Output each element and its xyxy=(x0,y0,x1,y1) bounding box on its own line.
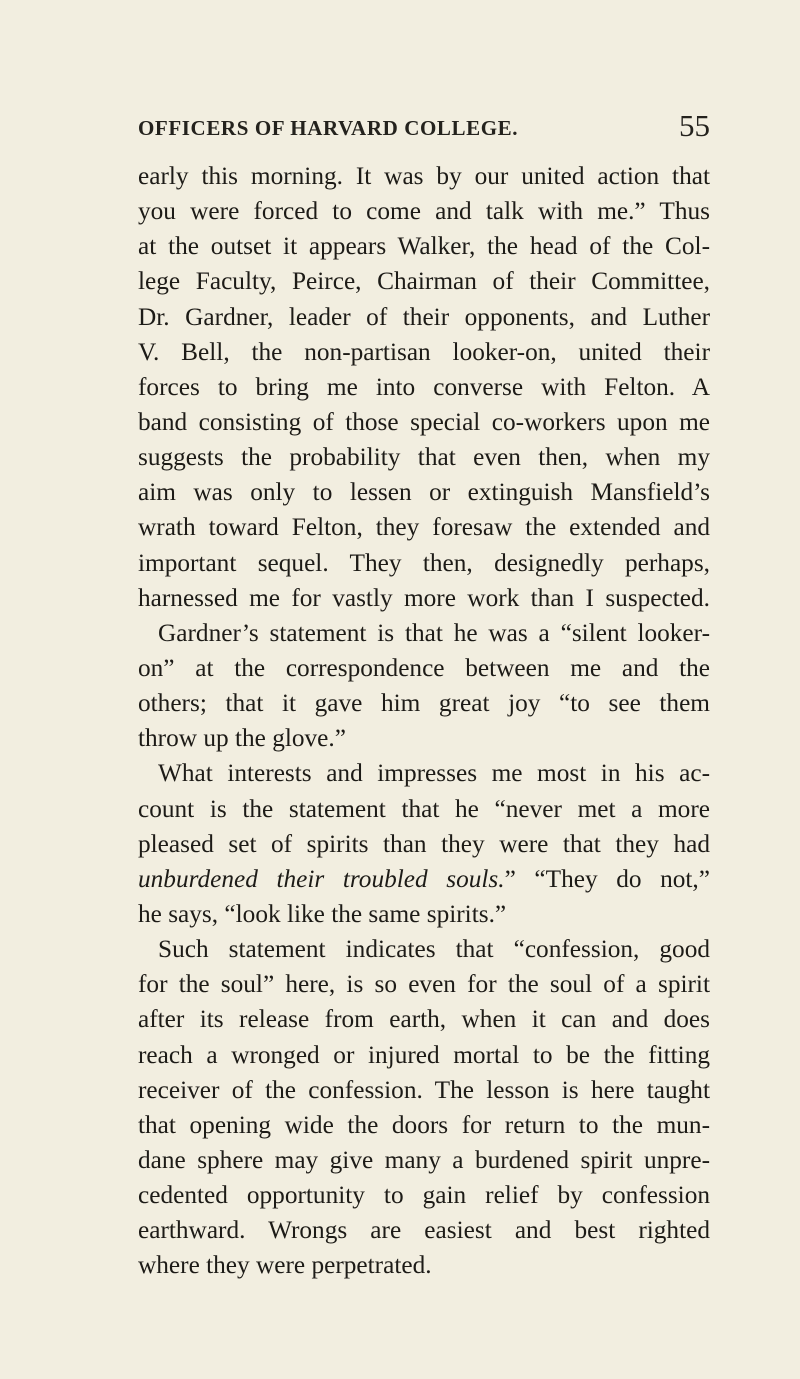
text-line: on” at the correspondence between me and the xyxy=(138,653,710,682)
text-line: wrath toward Felton, they foresaw the extended and xyxy=(138,513,710,542)
text-line: forces to bring me into converse with Felton. A xyxy=(138,372,710,401)
text-line: early this morning. It was by our united action that xyxy=(138,162,710,190)
text-line: harnessed me for vastly more work than I suspected. xyxy=(138,583,710,612)
text-line: aim was only to lessen or extinguish Mansfield’s xyxy=(138,478,710,507)
body-text xyxy=(138,159,710,1284)
paragraph-start-line: What interests and impresses me most in his ac- xyxy=(158,759,710,788)
text-line: others; that it gave him great joy “to see them xyxy=(138,689,710,718)
paragraph-end-line: where they were perpetrated. xyxy=(138,1251,432,1280)
text-line: important sequel. They then, designedly perhaps, xyxy=(138,548,710,577)
running-title: OFFICERS OF HARVARD COLLEGE. xyxy=(138,116,519,140)
paragraph-end-line: throw up the glove.” xyxy=(138,724,346,753)
paragraph-end-line: he says, “look like the same spirits.” xyxy=(138,899,507,928)
text-line: count is the statement that he “never met a more xyxy=(138,794,710,823)
line-remainder: ” “They do not,” xyxy=(504,864,710,893)
text-line: dane sphere may give many a burdened spirit unpre- xyxy=(138,1145,710,1174)
text-line: that opening wide the doors for return to the mun- xyxy=(138,1110,710,1139)
text-line: receiver of the confession. The lesson is here taught xyxy=(138,1075,710,1104)
text-line: suggests the probability that even then, when my xyxy=(138,443,710,472)
text-line: cedented opportunity to gain relief by confession xyxy=(138,1181,710,1210)
text-line: lege Faculty, Peirce, Chairman of their Committee, xyxy=(138,267,710,296)
text-line: Dr. Gardner, leader of their opponents, and Luther xyxy=(138,302,710,331)
running-head xyxy=(138,108,710,148)
text-line: band consisting of those special co-workers upon me xyxy=(138,407,710,436)
text-line: after its release from earth, when it can and does xyxy=(138,1005,710,1034)
text-line: at the outset it appears Walker, the head of the Col- xyxy=(138,232,710,261)
paragraph-start-line: Gardner’s statement is that he was a “silent looker- xyxy=(158,618,710,647)
paragraph-start-line: Such statement indicates that “confession, good xyxy=(158,935,710,964)
text-line: pleased set of spirits than they were that they had xyxy=(138,829,710,858)
text-line-with-italic xyxy=(138,862,710,897)
page-number: 55 xyxy=(679,108,710,143)
text-line: reach a wronged or injured mortal to be the fitting xyxy=(138,1040,710,1069)
italic-phrase: unburdened their troubled souls. xyxy=(138,864,505,893)
text-line: earthward. Wrongs are easiest and best righted xyxy=(138,1216,710,1245)
text-line: V. Bell, the non-partisan looker-on, united their xyxy=(138,337,710,366)
text-line: you were forced to come and talk with me.” Thus xyxy=(138,197,710,226)
text-line: for the soul” here, is so even for the soul of a spirit xyxy=(138,970,710,999)
